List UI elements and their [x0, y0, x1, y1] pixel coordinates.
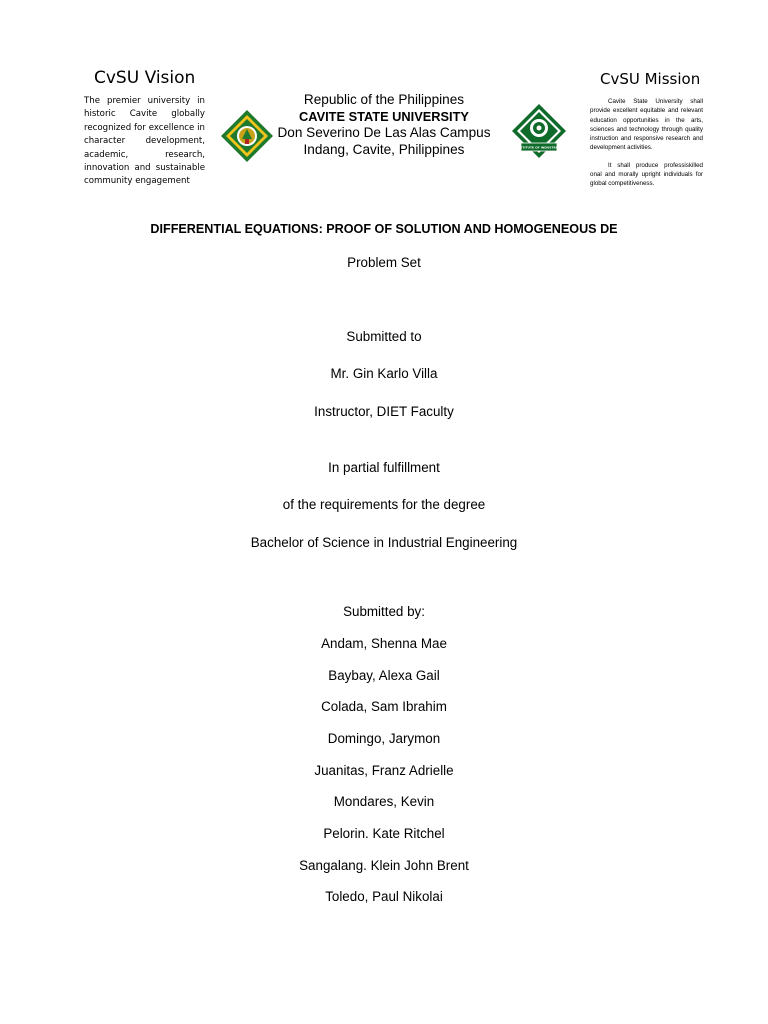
vision-heading: CvSU Vision — [94, 68, 196, 88]
member-name: Baybay, Alexa Gail — [328, 668, 440, 683]
university-header — [270, 92, 498, 158]
instructor-role: Instructor, DIET Faculty — [314, 404, 454, 419]
document-title: DIFFERENTIAL EQUATIONS: PROOF OF SOLUTION AND HOMOGENEOUS DE — [150, 222, 618, 236]
degree-name: Bachelor of Science in Industrial Engineering — [250, 535, 518, 550]
member-name: Sangalang. Klein John Brent — [299, 858, 469, 873]
member-name: Juanitas, Franz Adrielle — [314, 763, 454, 778]
cvsu-logo — [220, 109, 274, 163]
republic-line: Republic of the Philippines — [303, 92, 465, 107]
mission-paragraph-1: Cavite State University shall provide excellent equitable and relevant education opportunities in the arts, sciences and technology through quality instruction and responsive research and development activities. — [590, 98, 703, 152]
mission-paragraph-2: It shall produce professiskilled onal and morally upright individuals for global competitiveness. — [590, 161, 703, 188]
member-name: Colada, Sam Ibrahim — [321, 699, 447, 714]
member-name: Pelorin. Kate Ritchel — [323, 826, 445, 841]
instructor-name: Mr. Gin Karlo Villa — [330, 366, 438, 381]
mission-block — [590, 70, 703, 189]
campus-address: Indang, Cavite, Philippines — [303, 141, 465, 157]
fulfillment-line-2: of the requirements for the degree — [282, 497, 486, 512]
piie-logo — [496, 103, 582, 159]
document-type: Problem Set — [347, 255, 421, 270]
submitted-by-label: Submitted by: — [343, 604, 425, 619]
member-name: Toledo, Paul Nikolai — [325, 889, 443, 904]
vision-text: The premier university in historic Cavite globally recognized for excellence in character development, academic, research, innovation and sustainable community engagement — [84, 96, 205, 187]
piie-logo-text: PHILIPPINE INSTITUTE OF INDUSTRIAL ENGINEERS — [496, 145, 582, 150]
university-name: CAVITE STATE UNIVERSITY — [299, 108, 469, 124]
mission-heading: CvSU Mission — [600, 70, 701, 88]
campus-name: Don Severino De Las Alas Campus — [277, 125, 491, 140]
fulfillment-line-1: In partial fulfillment — [328, 460, 440, 475]
member-name: Mondares, Kevin — [333, 794, 435, 809]
vision-block — [84, 68, 205, 189]
member-name: Domingo, Jarymon — [327, 731, 441, 746]
submitted-to-label: Submitted to — [346, 329, 422, 344]
member-name: Andam, Shenna Mae — [321, 636, 447, 651]
